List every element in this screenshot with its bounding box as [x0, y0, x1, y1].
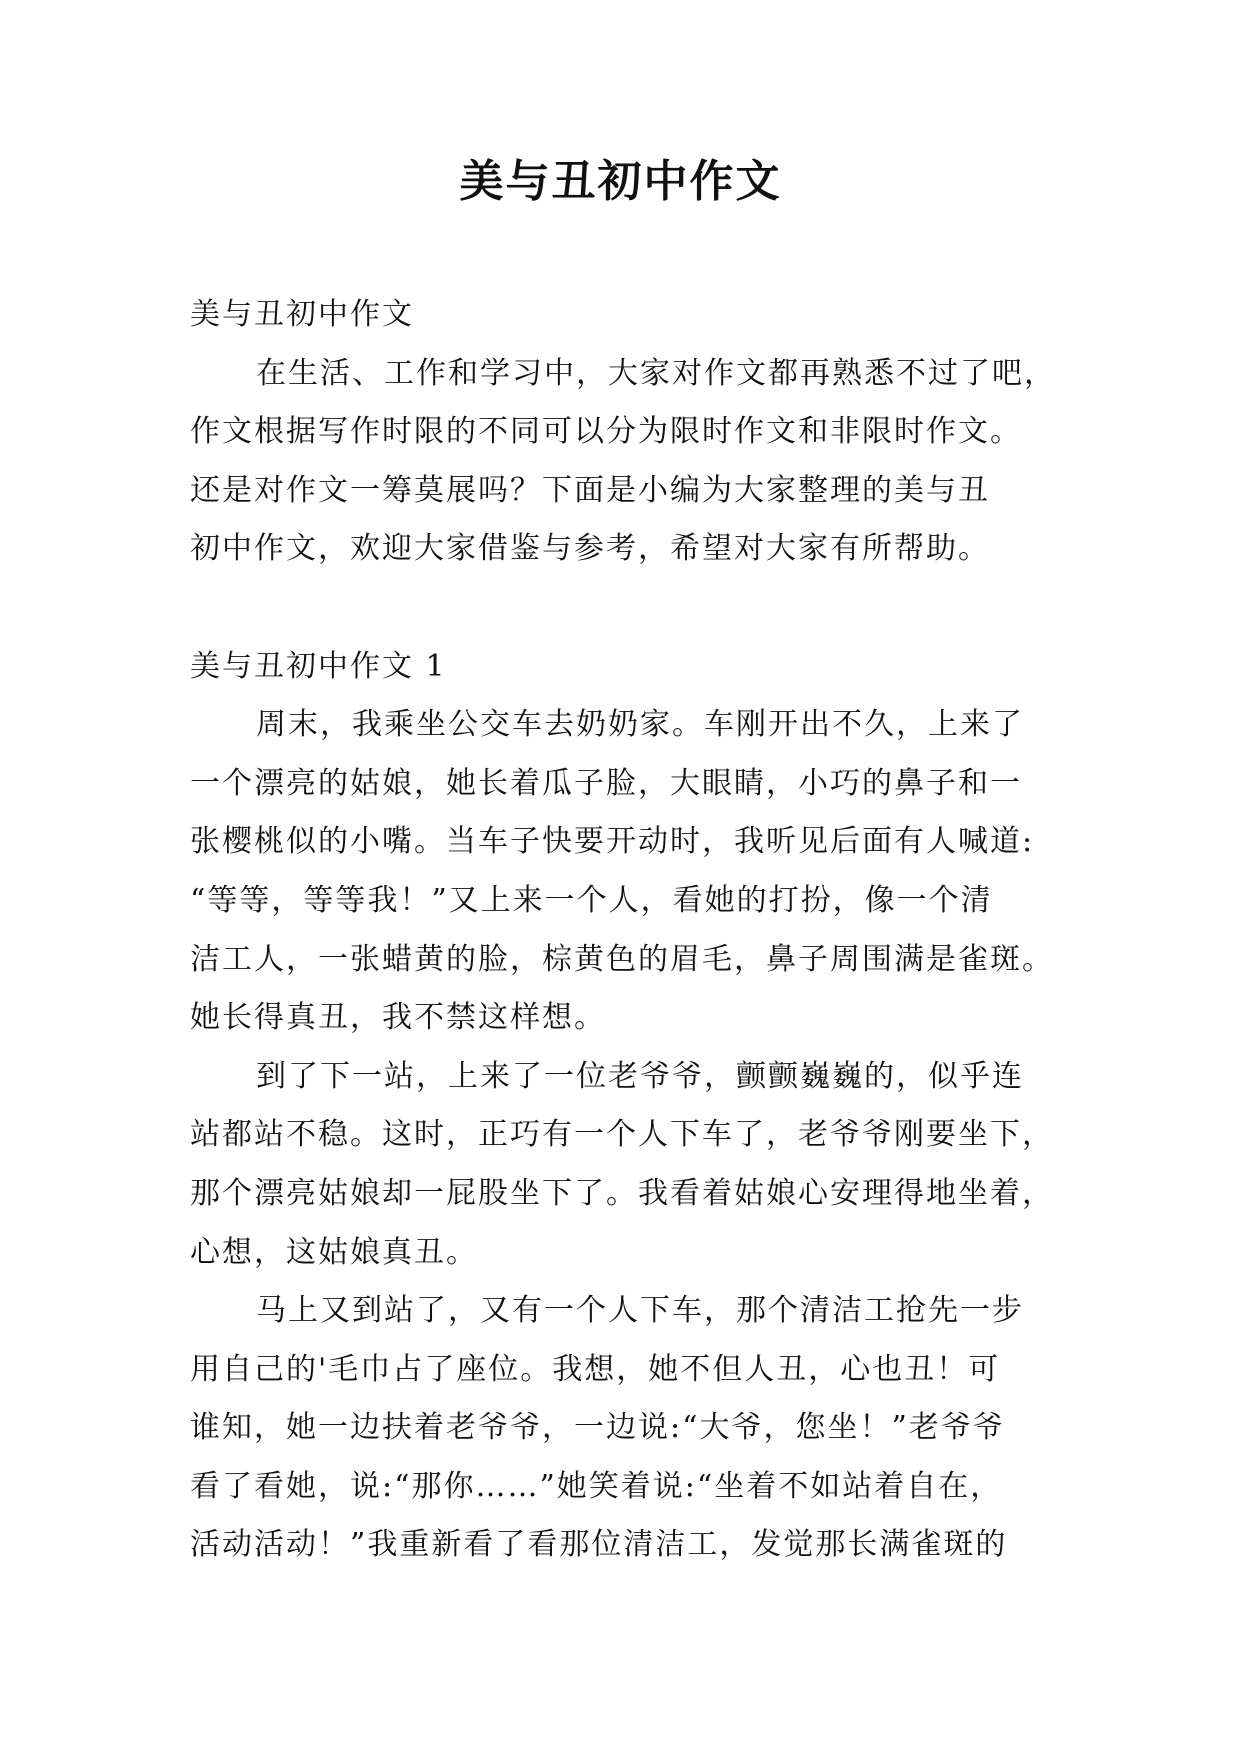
text-line: 那个漂亮姑娘却一屁股坐下了。我看着姑娘心安理得地坐着，: [190, 1175, 1054, 1211]
text-line: 心想，这姑娘真丑。: [190, 1234, 478, 1270]
text-line: “等等，等等我！”又上来一个人，看她的打扮，像一个清: [190, 882, 993, 918]
document-body: [190, 286, 1070, 1575]
text-line: 洁工人，一张蜡黄的脸，棕黄色的眉毛，鼻子周围满是雀斑。: [190, 941, 1054, 977]
paragraph-1: [190, 696, 1070, 1048]
paragraph-3: [190, 1282, 1070, 1575]
text-line: 一个漂亮的姑娘，她长着瓜子脸，大眼睛，小巧的鼻子和一: [190, 765, 1022, 801]
essay-subtitle: 美与丑初中作文: [190, 297, 414, 332]
text-line: 看了看她，说:“那你……”她笑着说:“坐着不如站着自在，: [190, 1468, 1003, 1504]
section-heading: 美与丑初中作文 1: [190, 648, 447, 684]
text-line: 用自己的'毛巾占了座位。我想，她不但人丑，心也丑！可: [190, 1351, 1001, 1387]
text-line: 谁知，她一边扶着老爷爷，一边说:“大爷，您坐！”老爷爷: [190, 1410, 1005, 1446]
text-line: 在生活、工作和学习中，大家对作文都再熟悉不过了吧，: [256, 355, 1056, 391]
text-line: 作文根据写作时限的不同可以分为限时作文和非限时作文。: [190, 414, 1022, 450]
text-line: 张樱桃似的小嘴。当车子快要开动时，我听见后面有人喊道:: [190, 824, 1035, 860]
text-line: 初中作文，欢迎大家借鉴与参考，希望对大家有所帮助。: [190, 531, 990, 567]
text-line: 还是对作文一筹莫展吗？下面是小编为大家整理的美与丑: [190, 472, 990, 508]
text-line: 周末，我乘坐公交车去奶奶家。车刚开出不久，上来了: [256, 707, 1024, 743]
text-line: 活动活动！”我重新看了看那位清洁工，发觉那长满雀斑的: [190, 1527, 1008, 1563]
text-line: 到了下一站，上来了一位老爷爷，颤颤巍巍的，似乎连: [256, 1058, 1024, 1094]
blank-spacer: [190, 579, 1070, 638]
intro-paragraph: [190, 345, 1070, 579]
document-title: 美与丑初中作文: [459, 156, 782, 207]
text-line: 马上又到站了，又有一个人下车，那个清洁工抢先一步: [256, 1293, 1024, 1329]
text-line: 她长得真丑，我不禁这样想。: [190, 1000, 606, 1036]
text-line: 站都站不稳。这时，正巧有一个人下车了，老爷爷刚要坐下，: [190, 1117, 1054, 1153]
paragraph-2: [190, 1048, 1070, 1282]
